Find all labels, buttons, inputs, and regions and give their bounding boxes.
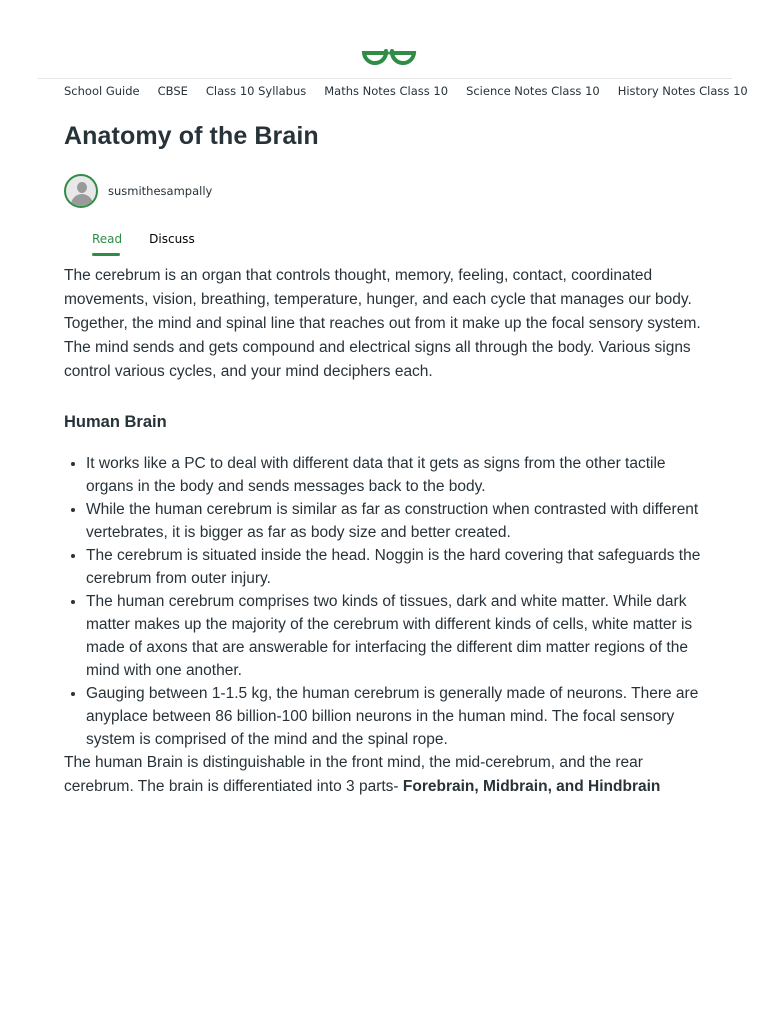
list-item: • Gauging between 1-1.5 kg, the human cerebrum is generally made of neurons. There are anyplace between 86 billion-100 billion neurons in the human mind. The focal sensory system is comprised of the mind and the spinal rope. xyxy=(86,682,714,751)
top-nav xyxy=(64,84,748,102)
author-name[interactable]: susmithesampally xyxy=(108,184,213,198)
geeksforgeeks-logo-icon[interactable] xyxy=(360,40,418,72)
list-item: • It works like a PC to deal with different data that it gets as signs from the other tactile organs in the body and sends messages back to the body. xyxy=(86,452,714,498)
closing-text: The human Brain is distinguishable in the front mind, the mid-cerebrum, and the rear cerebrum. The brain is differentiated into 3 parts- xyxy=(64,754,643,795)
list-item: • While the human cerebrum is similar as far as construction when contrasted with different vertebrates, it is bigger as far as body size and better created. xyxy=(86,498,714,544)
top-bar xyxy=(0,0,768,78)
tab-read[interactable]: Read xyxy=(92,232,122,254)
article-tabs xyxy=(92,232,222,254)
list-item: • The cerebrum is situated inside the head. Noggin is the hard covering that safeguards the cerebrum from outer injury. xyxy=(86,544,714,590)
list-item: • The human cerebrum comprises two kinds of tissues, dark and white matter. While dark matter makes up the majority of the cerebrum with different kinds of cells, white matter is made of axons that are answerable for interfacing the different dim matter regions of the mind with one another. xyxy=(86,590,714,682)
bullet-list xyxy=(64,452,714,751)
page-title: Anatomy of the Brain xyxy=(64,122,319,150)
nav-class-10-syllabus[interactable]: Class 10 Syllabus xyxy=(205,84,307,98)
nav-history-notes[interactable]: History Notes Class 10 xyxy=(617,84,748,98)
intro-paragraph: The cerebrum is an organ that controls thought, memory, feeling, contact, coordinated movements, vision, breathing, temperature, hunger, and each cycle that manages our body. Together, the mind and spinal line that reaches out from it make up the focal sensory system. The mind sends and gets compound and electrical signs all through the body. Various signs control various cycles, and your mind deciphers each. xyxy=(64,267,701,380)
author-block xyxy=(64,173,212,209)
article-content xyxy=(64,264,714,799)
header-divider xyxy=(38,78,732,79)
nav-school-guide[interactable]: School Guide xyxy=(64,84,140,98)
avatar[interactable] xyxy=(64,174,98,208)
closing-bold-text: Forebrain, Midbrain, and Hindbrain xyxy=(402,778,661,795)
nav-science-notes[interactable]: Science Notes Class 10 xyxy=(466,84,600,98)
nav-cbse[interactable]: CBSE xyxy=(157,84,188,98)
avatar-head-shape xyxy=(77,182,87,193)
avatar-body-shape xyxy=(71,194,93,208)
closing-paragraph xyxy=(64,751,714,799)
section-heading: Human Brain xyxy=(64,413,167,431)
nav-maths-notes[interactable]: Maths Notes Class 10 xyxy=(324,84,449,98)
tab-discuss[interactable]: Discuss xyxy=(149,232,195,246)
